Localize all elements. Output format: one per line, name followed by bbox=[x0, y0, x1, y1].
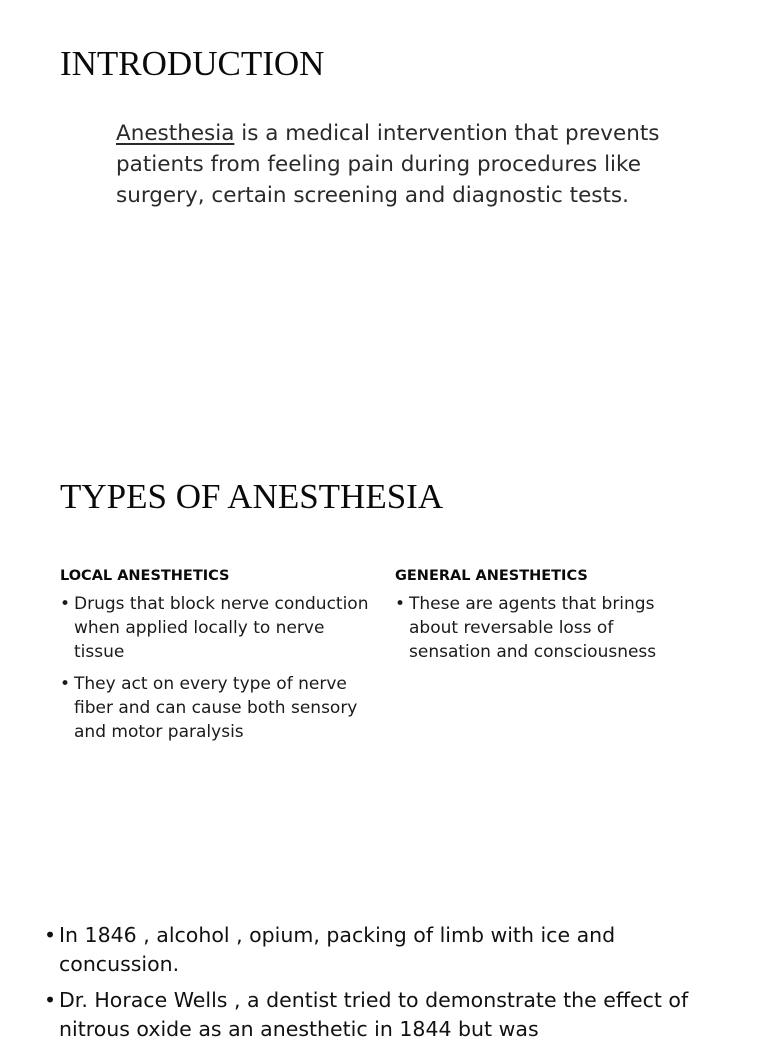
list-item: • In 1846 , alcohol , opium, packing of limb with ice and concussion. bbox=[44, 921, 724, 979]
general-anesthetics-column bbox=[395, 568, 695, 672]
local-anesthetics-heading: LOCAL ANESTHETICS bbox=[60, 568, 230, 584]
intro-body-text: is a medical intervention that prevents patients from feeling pain during procedures like surgery, certain screening and diagnostic tests. bbox=[116, 121, 660, 208]
list-item: • Drugs that block nerve conduction when applied locally to nerve tissue bbox=[60, 592, 380, 664]
list-item: • These are agents that brings about reversable loss of sensation and consciousness bbox=[395, 592, 695, 664]
list-item: • They act on every type of nerve fiber and can cause both sensory and motor paralysis bbox=[60, 672, 380, 744]
slide-title-introduction: INTRODUCTION bbox=[60, 44, 325, 83]
anesthesia-term-link[interactable]: Anesthesia bbox=[116, 121, 235, 146]
local-anesthetics-list bbox=[60, 592, 380, 744]
history-list bbox=[44, 921, 724, 1051]
list-item: • Dr. Horace Wells , a dentist tried to demonstrate the effect of nitrous oxide as an anesthetic in 1844 but was bbox=[44, 986, 724, 1044]
local-anesthetics-column bbox=[60, 568, 380, 752]
general-anesthetics-heading: GENERAL ANESTHETICS bbox=[395, 568, 588, 584]
intro-paragraph bbox=[116, 118, 726, 211]
general-anesthetics-list bbox=[395, 592, 695, 664]
slide-title-types: TYPES OF ANESTHESIA bbox=[60, 477, 444, 516]
